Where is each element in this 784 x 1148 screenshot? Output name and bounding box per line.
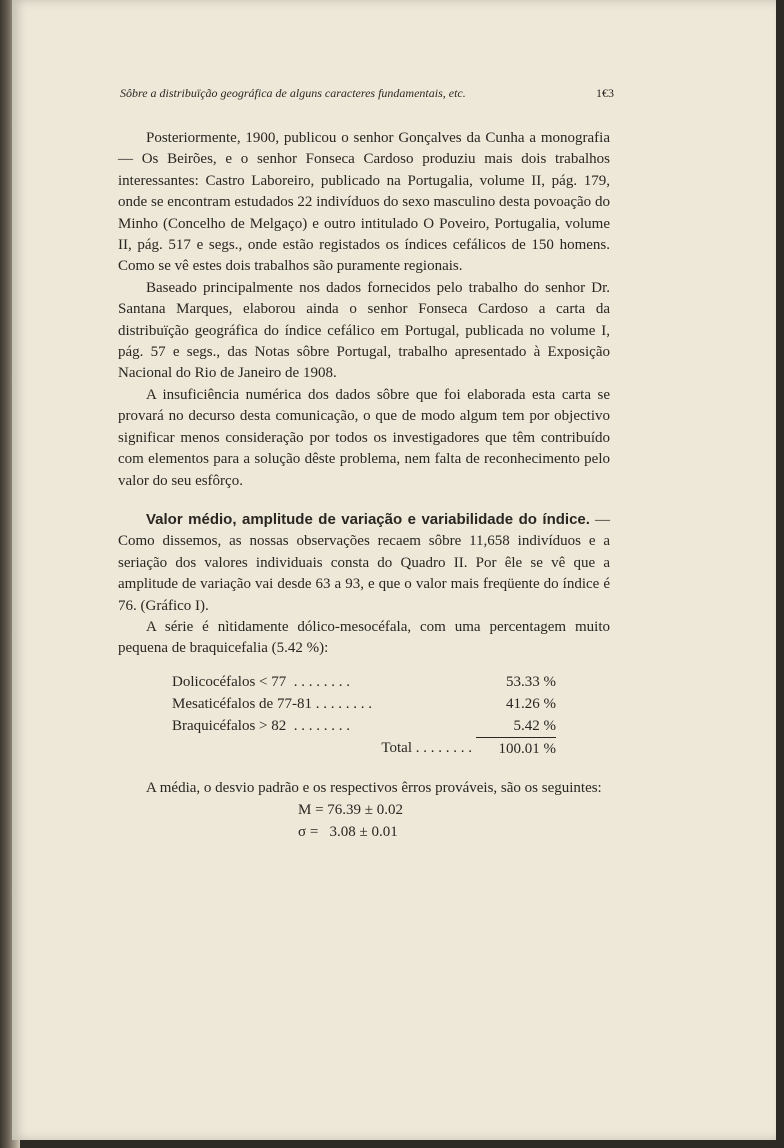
- paragraph-2: Baseado principalmente nos dados fornecidos pelo trabalho do senhor Dr. Santana Marques, elaborou ainda o senhor Fonseca Cardoso a carta da distribuïção geográfica do índice cefálico em Portugal, publicada no volume I, pág. 57 e segs., das Notas sôbre Portugal, trabalho apresentado à Exposição Nacional do Rio de Janeiro de 1908.: [118, 279, 610, 382]
- stats-section: [118, 778, 610, 843]
- row-value: 41.26 %: [506, 695, 556, 712]
- row-value: 53.33 %: [506, 673, 556, 690]
- paragraph-3: A insuficiência numérica dos dados sôbre que foi elaborada esta carta se provará no decurso desta comunicação, o que de modo algum tem por objectivo significar menos consideração por todos os investigadores que têm contribuído com elementos para a solução dêste problema, nem falta de reconhecimento pelo valor do seu esfôrço.: [118, 386, 610, 489]
- paragraph-1: Posteriormente, 1900, publicou o senhor Gonçalves da Cunha a monografia — Os Beirões, e o senhor Fonseca Cardoso produziu mais dois trabalhos interessantes: Castro Laboreiro, publicado na Portugalia, volume II, pág. 179, onde se encontram estudados 22 indivíduos do sexo masculino desta povoação do Minho (Concelho de Melgaço) e outro intitulado O Poveiro, Portugalia, volume II, pág. 517 e segs., onde estão registados os índices cefálicos de 150 homens. Como se vê estes dois trabalhos são puramente regionais.: [118, 130, 610, 275]
- running-head: [120, 86, 614, 101]
- section-text: — Como dissemos, as nossas observações recaem sôbre 11,658 indivíduos e a seriação dos valores individuais consta do Quadro II. Por êle se vê que a amplitude de variação vai desde 63 a 93, e que o valor mais freqüente do índice é 76. (Gráfico I).: [118, 511, 610, 614]
- row-label: Dolicocéfalos < 77 . . . . . . . .: [172, 673, 351, 690]
- page-body: [118, 128, 610, 843]
- classification-table: [172, 671, 556, 760]
- row-label: Braquicéfalos > 82 . . . . . . . .: [172, 717, 351, 734]
- table-total-row: [172, 737, 556, 760]
- table-row: [172, 671, 556, 693]
- formula-block: [298, 799, 610, 843]
- mean-formula: M = 76.39 ± 0.02: [298, 802, 404, 819]
- table-row: [172, 715, 556, 737]
- row-value: 5.42 %: [513, 717, 556, 734]
- sigma-formula: σ = 3.08 ± 0.01: [298, 824, 398, 841]
- stats-intro: A média, o desvio padrão e os respectivos êrros prováveis, são os seguintes:: [146, 779, 602, 796]
- table-row: [172, 693, 556, 715]
- total-value: 100.01 %: [476, 737, 556, 760]
- section-heading: Valor médio, amplitude de variação e variabilidade do índice.: [146, 510, 590, 528]
- page-number: 1€3: [596, 86, 614, 100]
- paragraph-series: A série é nìtidamente dólico-mesocéfala, com uma percentagem muito pequena de braquicefalia (5.42 %):: [118, 618, 610, 657]
- running-head-title: Sôbre a distribuïção geográfica de alguns caracteres fundamentais, etc.: [120, 86, 466, 100]
- row-label: Mesaticéfalos de 77-81 . . . . . . . .: [172, 695, 372, 712]
- section-paragraph: [118, 509, 610, 617]
- total-label: Total . . . . . . . .: [381, 739, 472, 756]
